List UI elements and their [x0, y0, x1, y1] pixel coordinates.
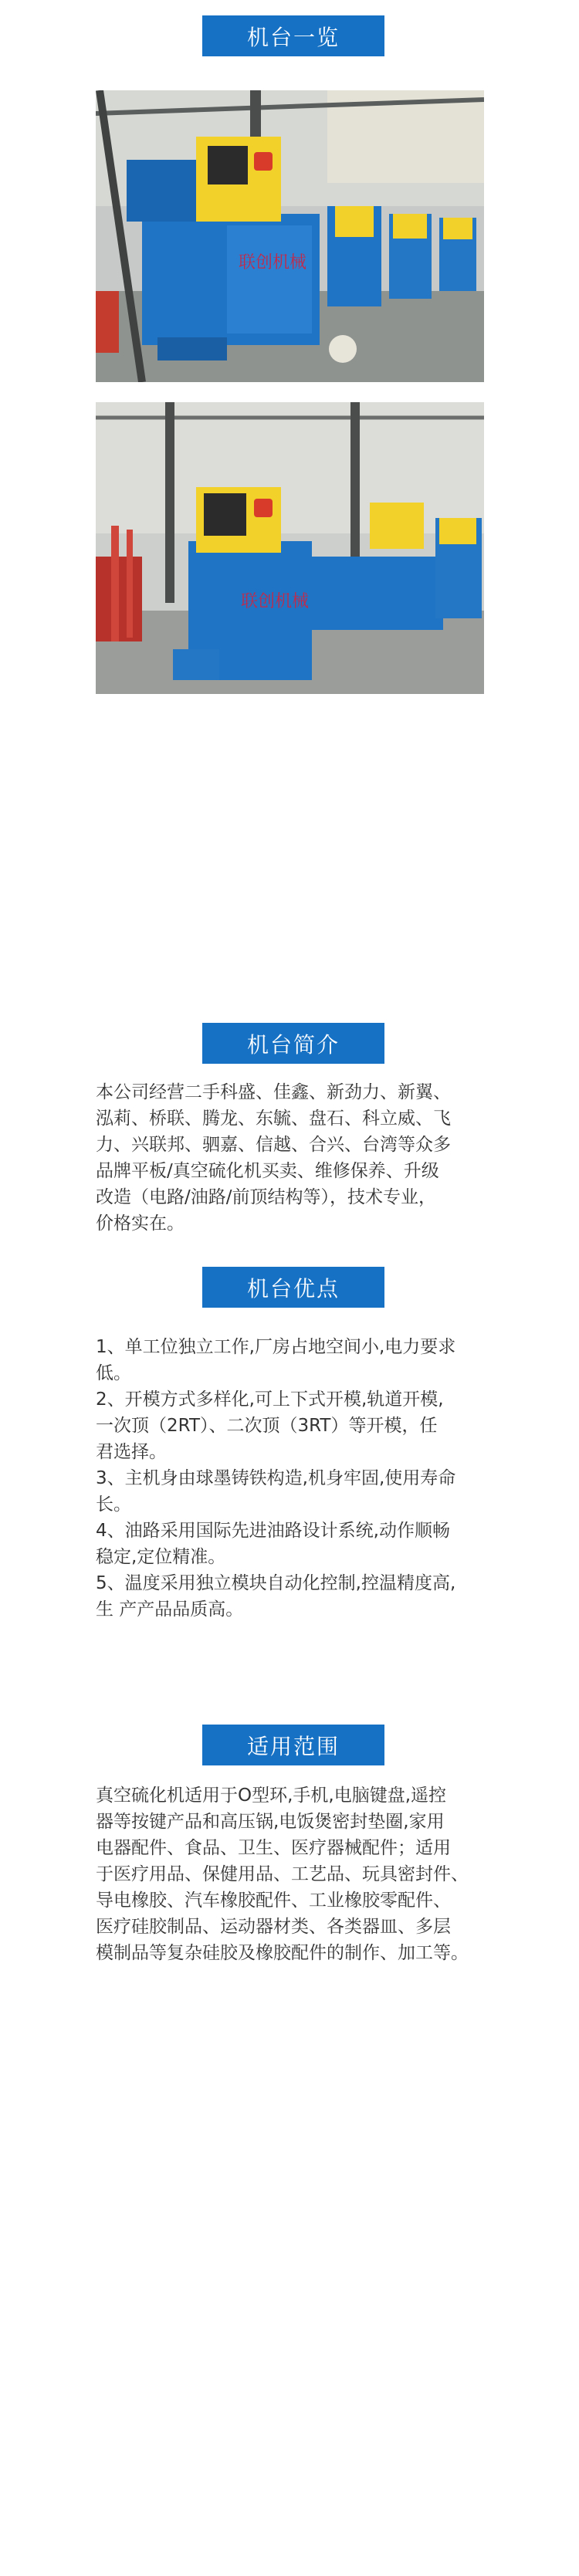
scope-line: 医疗硅胶制品、运动器材类、各类器皿、多层 — [96, 1917, 451, 1937]
advantages-line: 2、开模方式多样化,可上下式开模,轨道开模, — [96, 1390, 444, 1410]
intro-line: 力、兴联邦、驷嘉、信越、合兴、台湾等众多 — [96, 1135, 451, 1155]
machine-sign-1 — [239, 253, 306, 272]
intro-line: 泓莉、桥联、腾龙、东毓、盘石、科立威、飞 — [96, 1109, 451, 1129]
machine-sign-2 — [241, 592, 309, 611]
overview-header — [202, 15, 384, 56]
advantages-line: 5、温度采用独立模块自动化控制,控温精度高, — [96, 1573, 456, 1593]
svg-text:联创机械: 联创机械 — [241, 592, 310, 611]
advantages-text — [96, 1334, 497, 1623]
intro-line: 品牌平板/真空硫化机买卖、维修保养、升级 — [96, 1161, 439, 1181]
intro-line: 价格实在。 — [96, 1214, 185, 1234]
machine-photo-1 — [96, 90, 484, 382]
scope-line: 导电橡胶、汽车橡胶配件、工业橡胶零配件、 — [96, 1891, 451, 1911]
advantages-title: 机台优点 — [246, 1275, 340, 1302]
machine-photo-2 — [96, 402, 484, 694]
advantages-line: 君选择。 — [96, 1442, 167, 1462]
advantages-line: 长。 — [96, 1494, 131, 1515]
intro-line: 本公司经营二手科盛、佳鑫、新劲力、新翼、 — [96, 1082, 451, 1102]
advantages-line: 1、单工位独立工作,厂房占地空间小,电力要求 — [96, 1337, 456, 1357]
intro-title: 机台简介 — [246, 1031, 340, 1058]
scope-line: 器等按键产品和高压锅,电饭煲密封垫圈,家用 — [96, 1812, 445, 1832]
intro-header — [202, 1023, 384, 1064]
scope-title: 适用范围 — [246, 1733, 340, 1759]
advantages-line: 一次顶（2RT）、二次顶（3RT）等开模，任 — [96, 1416, 438, 1436]
scope-line: 电器配件、食品、卫生、医疗器械配件；适用 — [96, 1838, 451, 1858]
advantages-line: 低。 — [96, 1363, 131, 1383]
advantages-line: 生 产产品品质高。 — [96, 1599, 244, 1620]
scope-line: 模制品等复杂硅胶及橡胶配件的制作、加工等。 — [96, 1943, 469, 1963]
intro-text — [96, 1079, 497, 1237]
advantages-header — [202, 1267, 384, 1308]
scope-text — [96, 1782, 497, 1966]
overview-title: 机台一览 — [246, 24, 340, 50]
scope-header — [202, 1725, 384, 1765]
intro-line: 改造（电路/油路/前顶结构等），技术专业， — [96, 1187, 436, 1207]
advantages-line: 3、主机身由球墨铸铁构造,机身牢固,使用寿命 — [96, 1468, 456, 1488]
advantages-line: 4、油路采用国际先进油路设计系统,动作顺畅 — [96, 1521, 450, 1541]
scope-line: 于医疗用品、保健用品、工艺品、玩具密封件、 — [96, 1864, 469, 1884]
scope-line: 真空硫化机适用于O型环,手机,电脑键盘,遥控 — [96, 1786, 447, 1806]
advantages-line: 稳定,定位精准。 — [96, 1547, 226, 1567]
svg-text:联创机械: 联创机械 — [239, 253, 307, 272]
